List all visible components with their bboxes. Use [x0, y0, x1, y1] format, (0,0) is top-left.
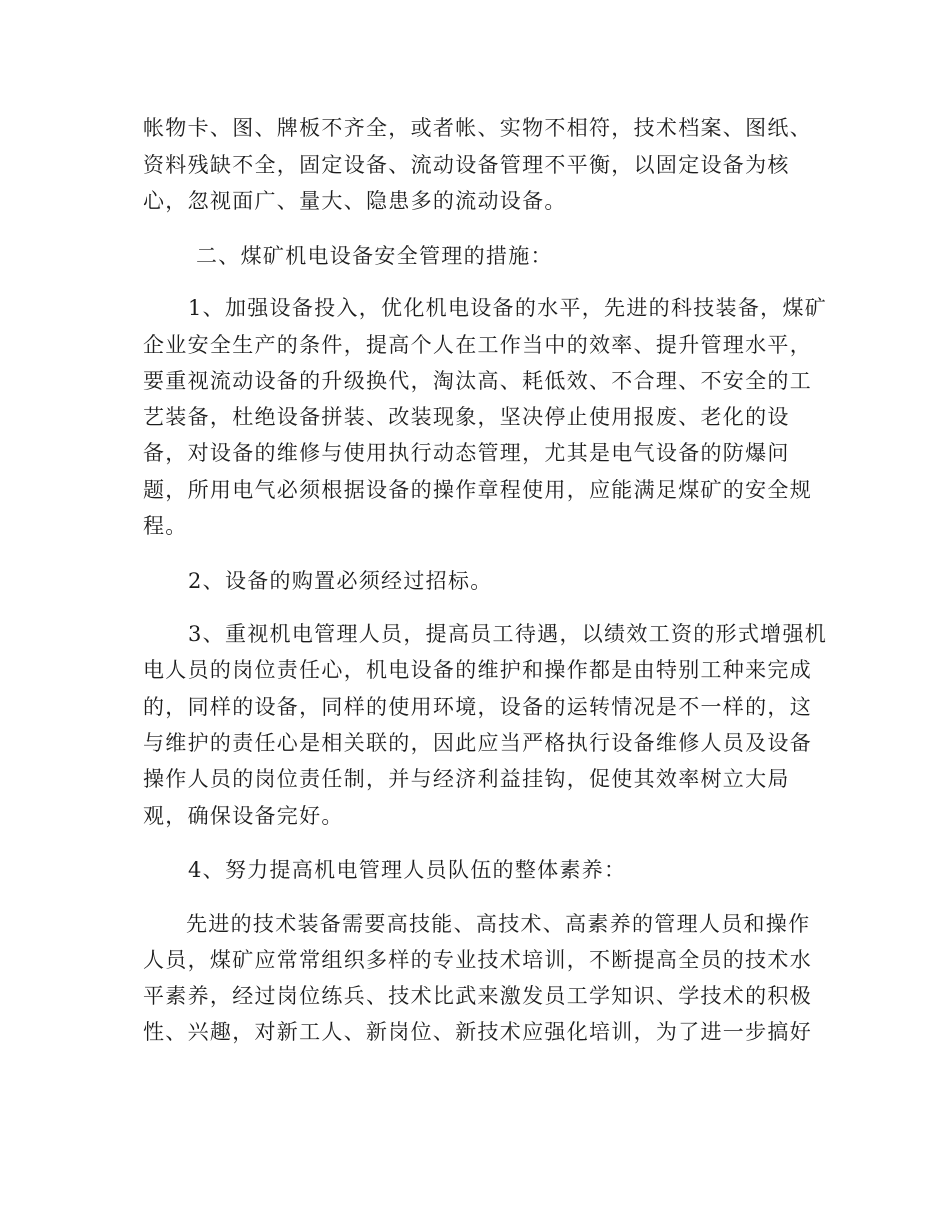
text-line-23: 性、兴趣，对新工人、新岗位、新技术应强化培训，为了进一步搞好 — [143, 1020, 812, 1044]
text-line-11: 程。 — [143, 514, 188, 538]
text-line-17: 操作人员的岗位责任制，并与经济利益挂钩，促使其效率树立大局 — [143, 767, 790, 791]
text-line-15: 的，同样的设备，同样的使用环境，设备的运转情况是不一样的，这 — [143, 695, 812, 719]
text-line-10: 题，所用电气必须根据设备的操作章程使用，应能满足煤矿的安全规 — [143, 478, 812, 502]
text-line-12: 2、设备的购置必须经过招标。 — [188, 569, 493, 593]
text-line-20: 先进的技术装备需要高技能、高技术、高素养的管理人员和操作 — [186, 912, 811, 936]
text-line-9: 备，对设备的维修与使用执行动态管理，尤其是电气设备的防爆问 — [143, 441, 790, 465]
text-line-3: 心，忽视面广、量大、隐患多的流动设备。 — [143, 189, 567, 213]
text-line-21: 人员，煤矿应常常组织多样的专业技术培训，不断提高全员的技术水 — [143, 948, 812, 972]
section-heading: 二、煤矿机电设备安全管理的措施： — [196, 244, 553, 268]
text-line-18: 观，确保设备完好。 — [143, 804, 344, 828]
text-line-8: 艺装备，杜绝设备拼装、改装现象，坚决停止使用报废、老化的设 — [143, 405, 790, 429]
text-line-2: 资料残缺不全，固定设备、流动设备管理不平衡，以固定设备为核 — [143, 153, 790, 177]
text-line-7: 要重视流动设备的升级换代，淘汰高、耗低效、不合理、不安全的工 — [143, 369, 812, 393]
text-line-14: 电人员的岗位责任心，机电设备的维护和操作都是由特别工种来完成 — [143, 658, 812, 682]
text-line-13: 3、重视机电管理人员，提高员工待遇，以绩效工资的形式增强机 — [188, 622, 828, 646]
text-line-6: 企业安全生产的条件，提高个人在工作当中的效率、提升管理水平， — [143, 333, 812, 357]
text-line-16: 与维护的责任心是相关联的，因此应当严格执行设备维修人员及设备 — [143, 731, 812, 755]
text-line-5: 1、加强设备投入，优化机电设备的水平，先进的科技装备，煤矿 — [188, 296, 828, 320]
text-line-22: 平素养，经过岗位练兵、技术比武来激发员工学知识、学技术的积极 — [143, 984, 812, 1008]
text-line-1: 帐物卡、图、牌板不齐全，或者帐、实物不相符，技术档案、图纸、 — [143, 116, 812, 140]
text-line-19: 4、努力提高机电管理人员队伍的整体素养： — [188, 858, 627, 882]
